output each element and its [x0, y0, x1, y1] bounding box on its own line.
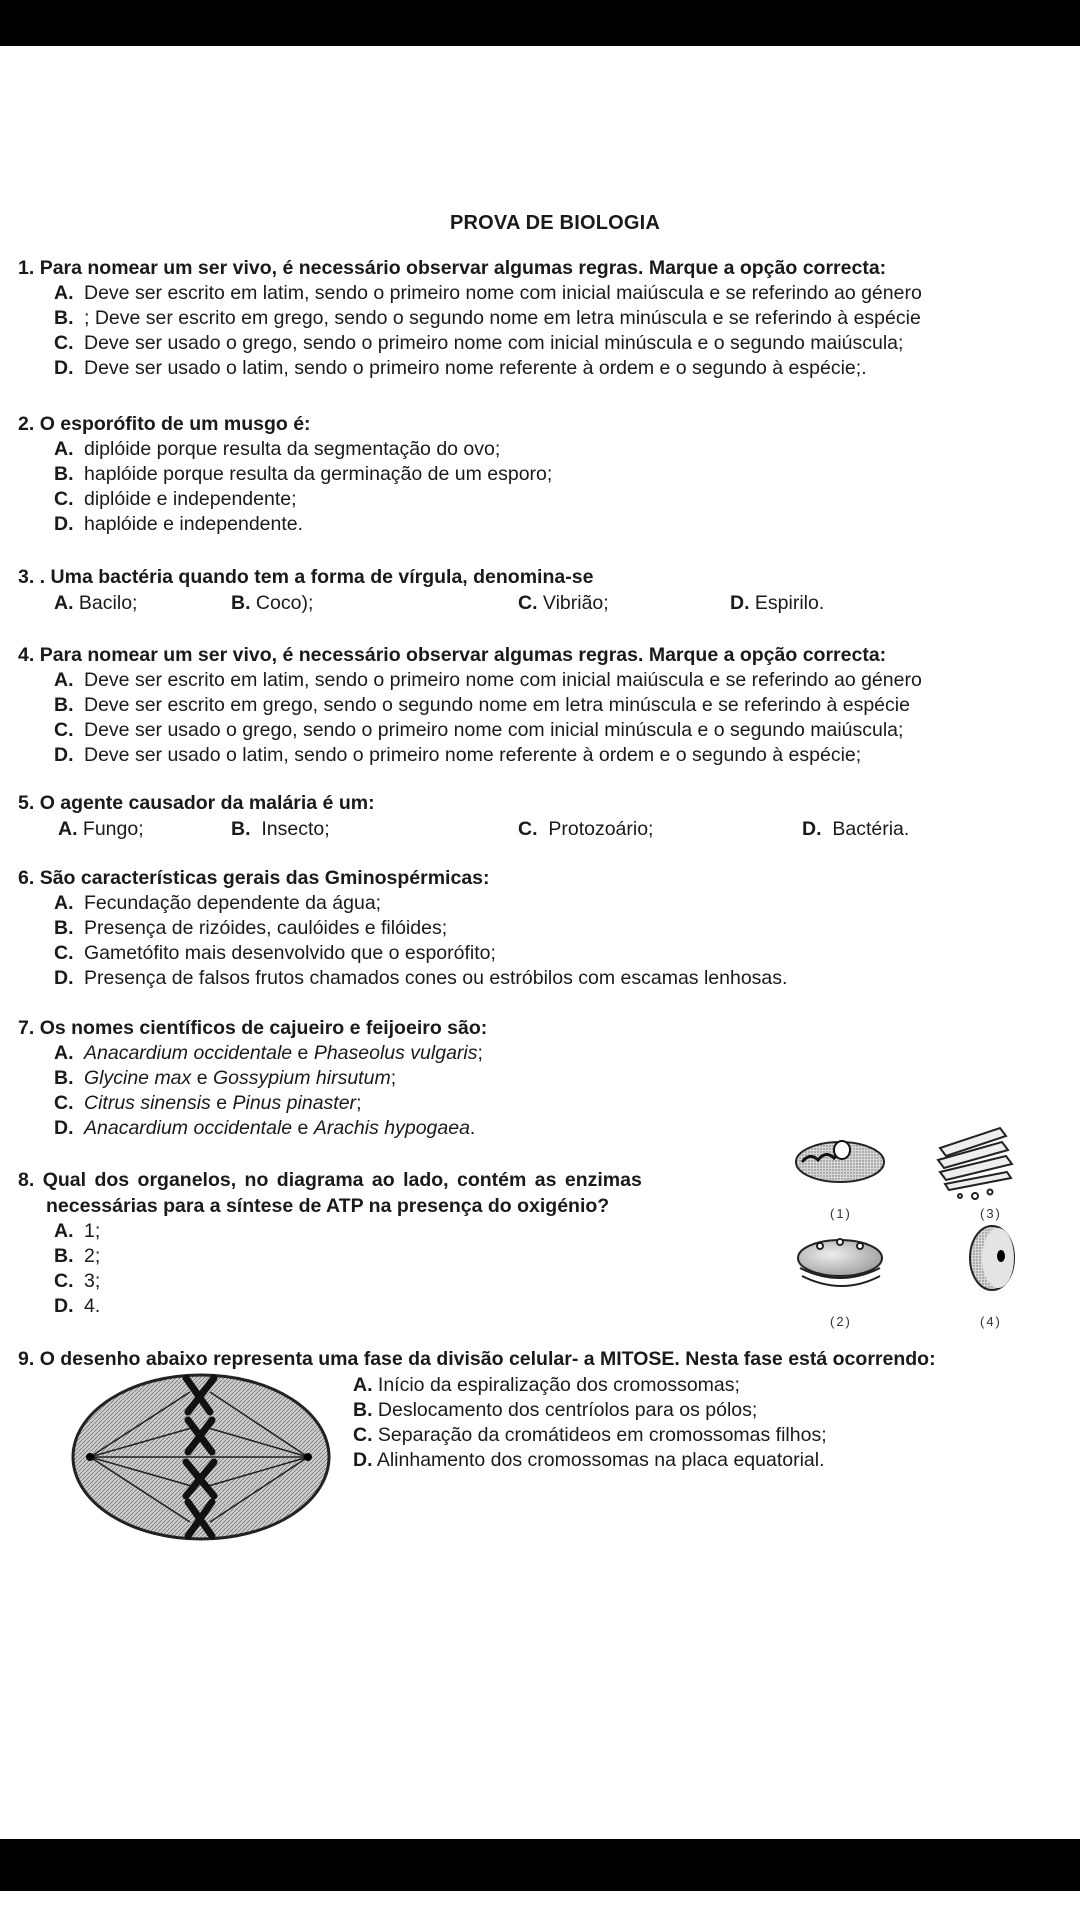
question-6: [18, 865, 787, 991]
option-b[interactable]: B. ; Deve ser escrito em grego, sendo o segundo nome em letra minúscula e se referindo à espécie: [54, 307, 921, 329]
question-9-options: [353, 1373, 827, 1473]
endoplasmic-reticulum-icon: [798, 1239, 882, 1286]
option-d[interactable]: D. 4.: [54, 1295, 101, 1317]
figure-label-4: (4): [980, 1314, 1002, 1329]
nucleus-icon: [970, 1226, 1014, 1290]
question-stem: 1. Para nomear um ser vivo, é necessário observar algumas regras. Marque a opção correcta:: [18, 257, 887, 279]
organelles-diagram: [790, 1118, 1050, 1338]
centriole-right: [304, 1453, 312, 1461]
option-d[interactable]: D. Bactéria.: [802, 818, 910, 840]
question-stem: 2. O esporófito de um musgo é:: [18, 413, 311, 435]
option-b[interactable]: B. Presença de rizóides, caulóides e filóides;: [54, 917, 448, 939]
option-b[interactable]: B. 2;: [54, 1245, 101, 1267]
question-2: [18, 411, 552, 537]
option-c[interactable]: C. Protozoário;: [518, 818, 654, 840]
option-d[interactable]: D. Espirilo.: [730, 592, 825, 614]
option-a[interactable]: A. 1;: [54, 1220, 101, 1242]
option-a[interactable]: A. Deve ser escrito em latim, sendo o primeiro nome com inicial maiúscula e se referindo ao género: [54, 282, 922, 304]
option-a[interactable]: A. Fungo;: [58, 818, 144, 840]
figure-label-1: (1): [830, 1206, 852, 1221]
option-d[interactable]: D. Presença de falsos frutos chamados cones ou estróbilos com escamas lenhosas.: [54, 967, 788, 989]
option-c[interactable]: C. Gametófito mais desenvolvido que o esporófito;: [54, 942, 496, 964]
question-4: [18, 642, 922, 768]
option-c[interactable]: C. 3;: [54, 1270, 101, 1292]
option-a[interactable]: A. Início da espiralização dos cromossomas;: [353, 1374, 740, 1396]
mitosis-diagram: [70, 1372, 332, 1542]
question-3: [18, 564, 1078, 616]
option-d[interactable]: D. Anacardium occidentale e Arachis hypogaea.: [54, 1117, 476, 1139]
option-c[interactable]: C. Separação da cromátideos em cromossomas filhos;: [353, 1424, 827, 1446]
bottom-black-bar: [0, 1839, 1080, 1891]
page-title: PROVA DE BIOLOGIA: [449, 212, 661, 234]
option-b[interactable]: B. Insecto;: [231, 818, 330, 840]
option-c[interactable]: C. Deve ser usado o grego, sendo o primeiro nome com inicial minúscula e o segundo maiúscula;: [54, 332, 904, 354]
question-stem: 6. São características gerais das Gminospérmicas:: [18, 867, 490, 889]
centriole-left: [86, 1453, 94, 1461]
option-b[interactable]: B. Coco);: [231, 592, 314, 614]
question-stem: 7. Os nomes científicos de cajueiro e feijoeiro são:: [18, 1017, 488, 1039]
figure-label-2: (2): [830, 1314, 852, 1329]
question-1: [18, 255, 922, 381]
question-stem: 4. Para nomear um ser vivo, é necessário observar algumas regras. Marque a opção correcta:: [18, 644, 887, 666]
option-a[interactable]: A. Deve ser escrito em latim, sendo o primeiro nome com inicial maiúscula e se referindo ao género: [54, 669, 922, 691]
option-c[interactable]: C. diplóide e independente;: [54, 488, 297, 510]
option-b[interactable]: B. Deslocamento dos centríolos para os pólos;: [353, 1399, 758, 1421]
option-a[interactable]: A. Anacardium occidentale e Phaseolus vulgaris;: [54, 1042, 483, 1064]
option-a[interactable]: A. Fecundação dependente da água;: [54, 892, 382, 914]
question-stem-continued: necessárias para a síntese de ATP na presença do oxigénio?: [46, 1195, 610, 1217]
option-b[interactable]: B. Deve ser escrito em grego, sendo o segundo nome em letra minúscula e se referindo à espécie: [54, 694, 910, 716]
option-a[interactable]: A. Bacilo;: [54, 592, 138, 614]
question-7: [18, 1015, 487, 1141]
question-9: [18, 1346, 936, 1372]
mitochondrion-icon: [796, 1141, 884, 1182]
mitosis-drawing: [70, 1372, 332, 1542]
question-stem: 5. O agente causador da malária é um:: [18, 792, 375, 814]
question-stem: 9. O desenho abaixo representa uma fase da divisão celular- a MITOSE. Nesta fase está ocorrendo:: [18, 1348, 936, 1370]
organelles-drawing: [790, 1118, 1050, 1338]
option-d[interactable]: D. Alinhamento dos cromossomas na placa equatorial.: [353, 1449, 825, 1471]
option-d[interactable]: D. haplóide e independente.: [54, 513, 304, 535]
option-b[interactable]: B. Glycine max e Gossypium hirsutum;: [54, 1067, 397, 1089]
golgi-apparatus-icon: [938, 1128, 1012, 1199]
option-c[interactable]: C. Citrus sinensis e Pinus pinaster;: [54, 1092, 362, 1114]
option-d[interactable]: D. Deve ser usado o latim, sendo o primeiro nome referente à ordem e o segundo à espécie;.: [54, 357, 867, 379]
question-5: [18, 790, 1078, 842]
figure-label-3: (3): [980, 1206, 1002, 1221]
question-stem: 8. Qual dos organelos, no diagrama ao lado, contém as enzimas: [18, 1169, 642, 1191]
option-a[interactable]: A. diplóide porque resulta da segmentação do ovo;: [54, 438, 501, 460]
option-d[interactable]: D. Deve ser usado o latim, sendo o primeiro nome referente à ordem e o segundo à espécie;: [54, 744, 862, 766]
option-b[interactable]: B. haplóide porque resulta da germinação de um esporo;: [54, 463, 553, 485]
top-black-bar: [0, 0, 1080, 46]
option-c[interactable]: C. Vibrião;: [518, 592, 609, 614]
option-c[interactable]: C. Deve ser usado o grego, sendo o primeiro nome com inicial minúscula e o segundo maiúscula;: [54, 719, 904, 741]
question-stem: 3. . Uma bactéria quando tem a forma de vírgula, denomina-se: [18, 566, 594, 588]
question-8: [18, 1167, 642, 1319]
